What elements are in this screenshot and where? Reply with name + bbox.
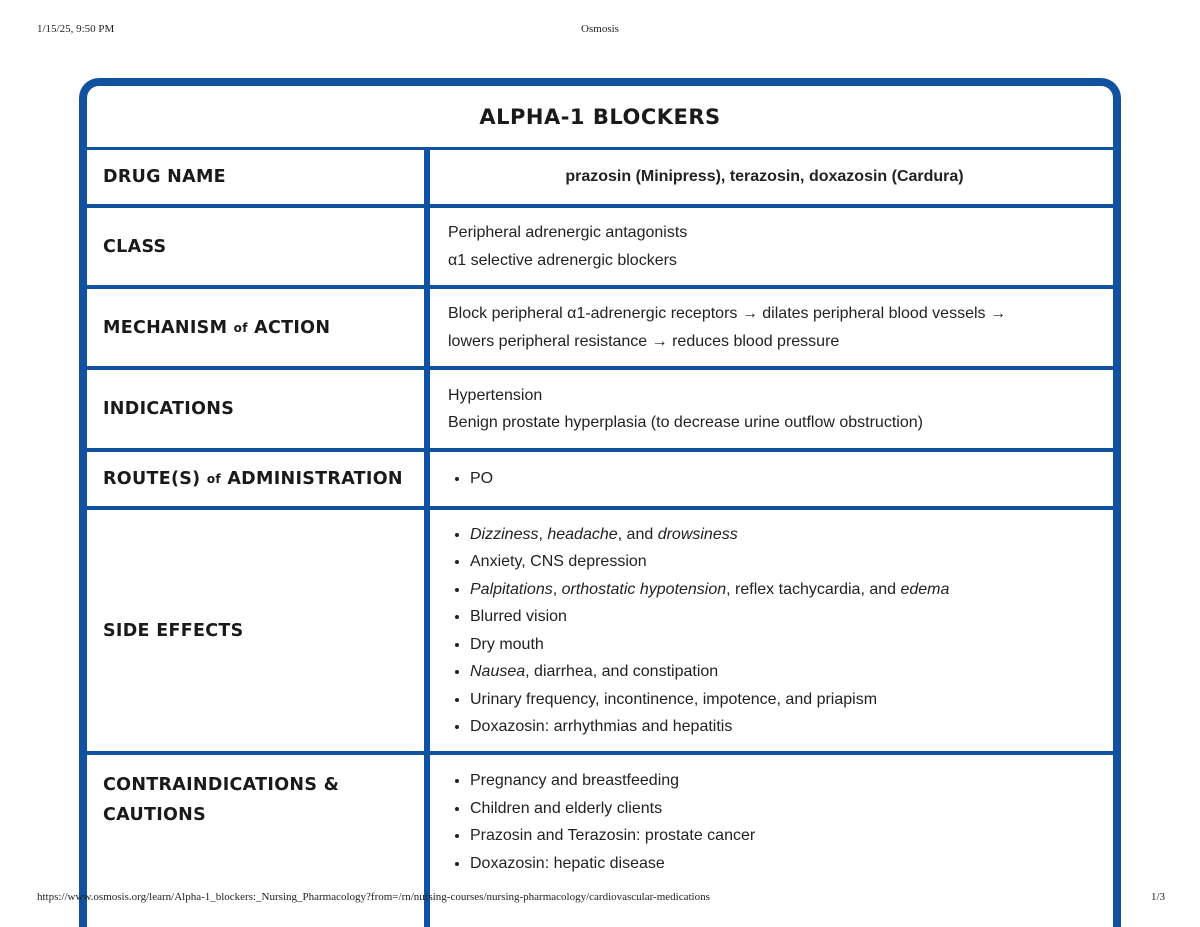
row-indications (87, 370, 1113, 448)
print-url: https://www.osmosis.org/learn/Alpha-1_blockers:_Nursing_Pharmacology?from=/rn/nursing-courses/nursing-pharmacology/cardiovascular-medications (37, 891, 710, 903)
side-effect-term: edema (900, 580, 950, 598)
route-list (448, 465, 1099, 493)
row-mechanism (87, 289, 1113, 366)
side-effects-list (448, 521, 1099, 741)
side-effect-text: , and (617, 525, 658, 543)
row-side-effects (87, 510, 1113, 751)
print-datetime: 1/15/25, 9:50 PM (37, 23, 115, 35)
row-drug-name (87, 150, 1113, 204)
side-effect-text: , (552, 580, 562, 598)
label-mechanism-of: of (233, 320, 248, 335)
list-item: • Doxazosin: arrhythmias and hepatitis (470, 713, 1099, 741)
value-side-effects (430, 510, 1113, 751)
label-route (87, 452, 424, 506)
label-route-of: of (206, 472, 221, 486)
list-item: • Blurred vision (470, 603, 1099, 631)
label-route-pre: ROUTE(S) (103, 469, 207, 489)
label-class: CLASS (87, 208, 424, 285)
value-indications (430, 370, 1113, 448)
side-effect-term: headache (547, 525, 618, 543)
side-effect-term: Nausea (470, 663, 526, 680)
value-mechanism (430, 289, 1113, 366)
list-item (470, 521, 1099, 549)
mechanism-line: Block peripheral α1-adrenergic receptors → dilates peripheral blood vessels → (448, 305, 1006, 322)
class-line: α1 selective adrenergic blockers (448, 251, 677, 269)
side-effect-term: drowsiness (657, 525, 738, 543)
list-item: • Pregnancy and breastfeeding (470, 767, 1099, 795)
list-item: • Urinary frequency, incontinence, impotence, and priapism (470, 686, 1099, 714)
label-mechanism (87, 289, 424, 366)
list-item: • Children and elderly clients (470, 795, 1099, 823)
indication-line: Benign prostate hyperplasia (to decrease urine outflow obstruction) (448, 414, 923, 431)
value-drug-name (430, 150, 1113, 204)
list-item: • PO (470, 465, 1099, 493)
row-route (87, 452, 1113, 506)
side-effect-term: Dizziness (470, 525, 539, 543)
value-route (430, 452, 1113, 506)
row-class (87, 208, 1113, 285)
print-page-number: 1/3 (1150, 891, 1165, 903)
print-site-title: Osmosis (581, 23, 619, 35)
label-mechanism-post: ACTION (247, 317, 331, 338)
indication-line: Hypertension (448, 386, 543, 404)
label-route-post: ADMINISTRATION (220, 469, 403, 489)
drug-table (79, 78, 1121, 927)
label-contraindications-line: CONTRAINDICATIONS & (103, 775, 340, 795)
list-item (470, 658, 1099, 686)
side-effect-text: , diarrhea, and constipation (525, 663, 719, 680)
label-indications: INDICATIONS (87, 370, 424, 448)
label-side-effects: SIDE EFFECTS (87, 510, 424, 751)
list-item: • Prazosin and Terazosin: prostate cancer (470, 822, 1099, 850)
drug-name-text: prazosin (Minipress), terazosin, doxazosin (Cardura) (565, 168, 964, 186)
value-class (430, 208, 1113, 285)
list-item: • Dry mouth (470, 631, 1099, 659)
side-effect-text: , (538, 525, 548, 543)
contraindications-list (448, 767, 1099, 877)
mechanism-line: lowers peripheral resistance → reduces blood pressure (448, 332, 840, 350)
side-effect-term: Palpitations (470, 580, 553, 598)
label-contraindications-line: CAUTIONS (103, 805, 207, 825)
list-item: • Doxazosin: hepatic disease (470, 850, 1099, 878)
list-item (470, 576, 1099, 604)
label-mechanism-pre: MECHANISM (103, 317, 234, 338)
list-item: • Anxiety, CNS depression (470, 548, 1099, 576)
label-drug-name: DRUG NAME (87, 150, 424, 204)
side-effect-text: , reflex tachycardia, and (726, 580, 901, 598)
table-title: ALPHA-1 BLOCKERS (87, 86, 1113, 147)
class-line: Peripheral adrenergic antagonists (448, 224, 688, 241)
side-effect-term: orthostatic hypotension (561, 580, 727, 598)
